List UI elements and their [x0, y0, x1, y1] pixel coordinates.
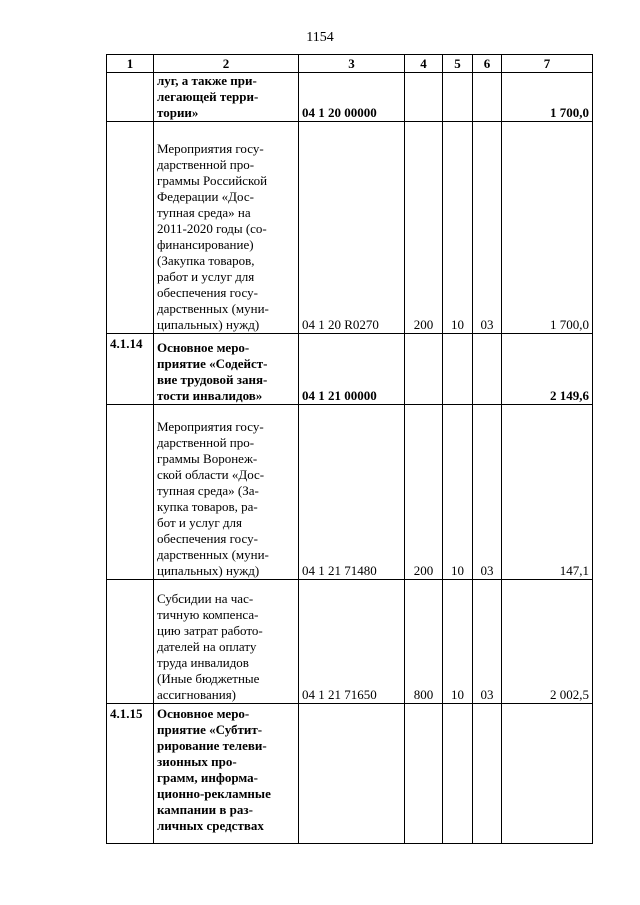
- row-vr: [405, 334, 443, 405]
- row-pr: [473, 73, 502, 122]
- row-rz: [443, 704, 473, 844]
- column-header: 7: [502, 55, 593, 73]
- table-row: [107, 122, 593, 334]
- table-row: [107, 405, 593, 580]
- column-header: 6: [473, 55, 502, 73]
- row-pr: 03: [473, 405, 502, 580]
- row-sum: 1 700,0: [502, 73, 593, 122]
- row-rz: 10: [443, 405, 473, 580]
- row-code: 04 1 21 71650: [299, 580, 405, 704]
- row-code: [299, 704, 405, 844]
- row-rz: [443, 334, 473, 405]
- row-code: 04 1 21 00000: [299, 334, 405, 405]
- row-name: луг, а также при- легающей терри- тории»: [154, 73, 299, 122]
- row-pr: 03: [473, 122, 502, 334]
- row-sum: 2 149,6: [502, 334, 593, 405]
- table-row: [107, 704, 593, 844]
- row-name: Основное меро- приятие «Субтит- рирование телеви- зионных про- грамм, информа- ционно-рекламные кампании в раз- личных средствах: [154, 704, 299, 844]
- row-vr: 200: [405, 122, 443, 334]
- row-number: [107, 580, 154, 704]
- column-header: 5: [443, 55, 473, 73]
- table-row: [107, 334, 593, 405]
- row-name: Мероприятия госу- дарственной про- граммы Воронеж- ской области «Дос- тупная среда» (За- купка товаров, ра- бот и услуг для обеспечения госу- дарственных (муни- ципальных) нужд): [154, 405, 299, 580]
- row-code: 04 1 20 00000: [299, 73, 405, 122]
- budget-table: [106, 54, 593, 844]
- row-sum: 147,1: [502, 405, 593, 580]
- row-vr: 800: [405, 580, 443, 704]
- column-header: 1: [107, 55, 154, 73]
- row-rz: 10: [443, 580, 473, 704]
- row-number: [107, 122, 154, 334]
- row-number: [107, 73, 154, 122]
- page-number: 1154: [306, 30, 334, 45]
- row-pr: [473, 334, 502, 405]
- row-name: Субсидии на час- тичную компенса- цию затрат работо- дателей на оплату труда инвалидов (Иные бюджетные ассигнования): [154, 580, 299, 704]
- row-name: Мероприятия госу- дарственной про- граммы Российской Федерации «Дос- тупная среда» на 2011-2020 годы (со- финансирование) (Закупка товаров, работ и услуг для обеспечения госу- дарственных (муни- ципальных) нужд): [154, 122, 299, 334]
- table-row: [107, 580, 593, 704]
- column-header: 2: [154, 55, 299, 73]
- column-header: 4: [405, 55, 443, 73]
- row-vr: [405, 704, 443, 844]
- row-pr: 03: [473, 580, 502, 704]
- row-vr: 200: [405, 405, 443, 580]
- row-code: 04 1 21 71480: [299, 405, 405, 580]
- table-row: [107, 73, 593, 122]
- row-number: 4.1.15: [107, 704, 154, 844]
- column-header: 3: [299, 55, 405, 73]
- row-pr: [473, 704, 502, 844]
- row-rz: [443, 73, 473, 122]
- row-rz: 10: [443, 122, 473, 334]
- row-sum: 1 700,0: [502, 122, 593, 334]
- table-header-row: [107, 55, 593, 73]
- row-code: 04 1 20 R0270: [299, 122, 405, 334]
- row-vr: [405, 73, 443, 122]
- row-number: [107, 405, 154, 580]
- row-sum: 2 002,5: [502, 580, 593, 704]
- row-sum: [502, 704, 593, 844]
- row-number: 4.1.14: [107, 334, 154, 405]
- row-name: Основное меро- приятие «Содейст- вие трудовой заня- тости инвалидов»: [154, 334, 299, 405]
